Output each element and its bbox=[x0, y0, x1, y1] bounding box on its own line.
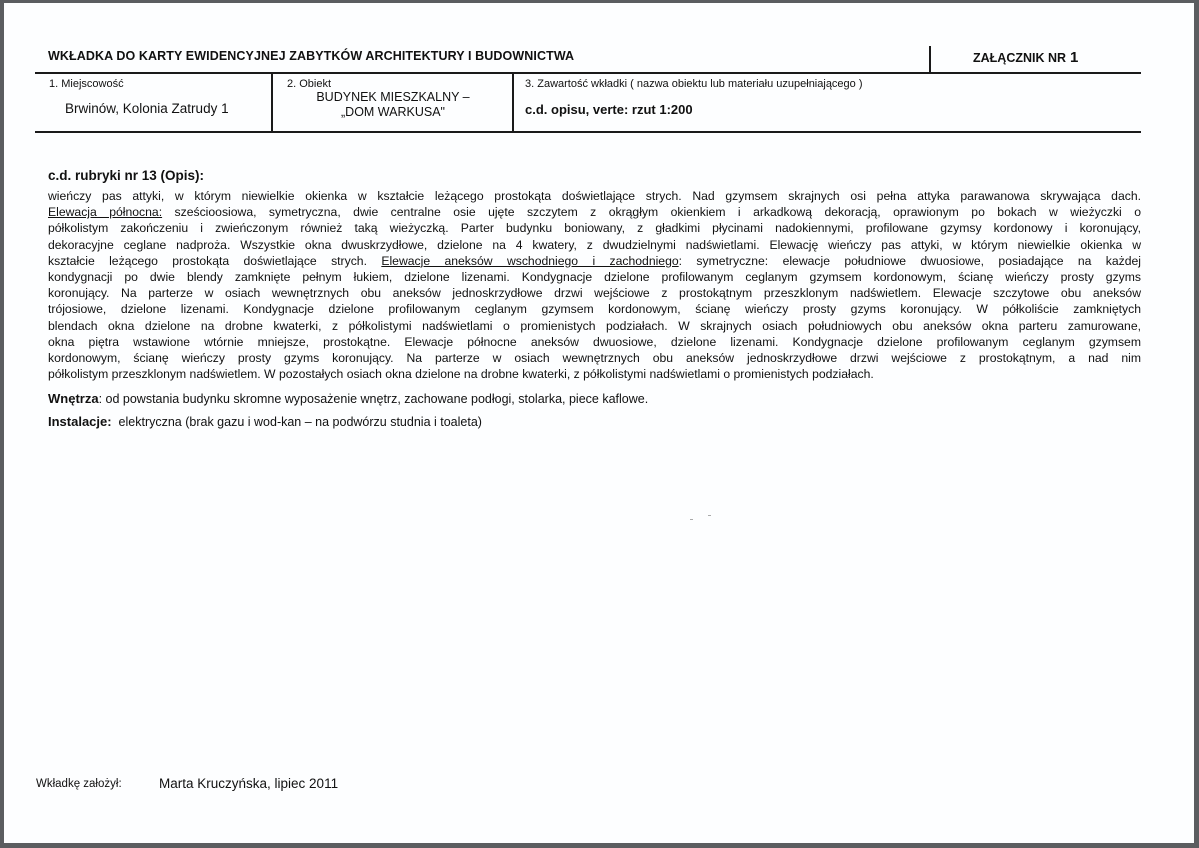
description-line: koronujący. Na parterze w osiach wewnętrznych obu aneksów jednoskrzydłowe drzwi wejściowe z prostokątnym przeszklonym nadświetlem. Elewacje szczytowe obu aneksów bbox=[48, 286, 1141, 301]
annex-elevations-heading: Elewacje aneksów wschodniego i zachodniego bbox=[381, 253, 679, 268]
description-line: wieńczy pas attyki, w którym niewielkie okienka w kształcie leżącego prostokąta doświetlające strych. Nad gzymsem skrajnych osi pełna attyka parawanowa skrywająca dach. bbox=[48, 189, 1141, 203]
scan-speck bbox=[690, 519, 693, 520]
field-divider-2 bbox=[512, 73, 514, 132]
object-value-line2: „DOM WARKUSA" bbox=[341, 105, 445, 119]
description-heading: c.d. rubryki nr 13 (Opis): bbox=[48, 168, 205, 183]
annex-label bbox=[973, 49, 1078, 66]
installations-text: elektryczna (brak gazu i wod-kan – na podwórzu studnia i toaleta) bbox=[111, 415, 482, 429]
annex-number: 1 bbox=[1070, 49, 1079, 66]
created-by-label: Wkładkę założył: bbox=[36, 778, 122, 790]
north-elevation-heading: Elewacja północna: bbox=[48, 205, 163, 220]
object-label: 2. Obiekt bbox=[287, 78, 332, 90]
description-line: kondygnacji po dwie blendy zamknięte pełnym łukiem, dzielone lizenami. Kondygnacje dzielone profilowanym ceglanym gzymsem kordonowym, ścianę wieńczy prosty gzyms bbox=[48, 270, 1141, 285]
description-line: trójosiowe, dzielone lizenami. Kondygnacje dzielone profilowanym ceglanym gzymsem kordonowym, ścianę wieńczy prosty gzyms koronujący. W półkoliście zamkniętych bbox=[48, 302, 1141, 317]
document-title: WKŁADKA DO KARTY EWIDENCYJNEJ ZABYTKÓW ARCHITEKTURY I BUDOWNICTWA bbox=[48, 49, 575, 63]
description-line: półkolistym przeszklonym nadświetlem. W pozostałych osiach okna dzielone na drobne kwaterki, z półkolistymi nadświetlami o promienistych podziałach. bbox=[48, 367, 874, 382]
insert-content-value: c.d. opisu, verte: rzut 1:200 bbox=[525, 102, 693, 117]
interiors-paragraph bbox=[48, 391, 648, 406]
description-line: półkolistym zakończeniu i zwieńczonym również taką wieżyczką. Parter budynku boniowany, z gładkimi płycinami nadokiennymi, profilowane gzymsy kordonowy i koronujący, bbox=[48, 221, 1141, 236]
description-line: dekoracyjne ceglane nadproża. Wszystkie okna dwuskrzydłowe, dzielone na 4 kwatery, z dwudzielnymi nadświetlami. Elewację wieńczy pas attyki, w którym niewielkie okienka w bbox=[48, 237, 1141, 252]
object-value-line1: BUDYNEK MIESZKALNY – bbox=[316, 90, 470, 104]
installations-label: Instalacje: bbox=[48, 414, 112, 429]
locality-value: Brwinów, Kolonia Zatrudy 1 bbox=[65, 101, 229, 116]
interiors-label: Wnętrza bbox=[48, 391, 99, 406]
description-line: blendach okna dzielone na drobne kwaterki, z półkolistymi nadświetlami o promienistych podziałach. W skrajnych osiach południowych obu aneksów okna parteru zamurowane, bbox=[48, 318, 1141, 333]
insert-content-label: 3. Zawartość wkładki ( nazwa obiektu lub materiału uzupełniającego ) bbox=[525, 78, 863, 90]
description-body bbox=[48, 188, 1141, 382]
installations-paragraph bbox=[48, 414, 482, 429]
document-page bbox=[4, 3, 1194, 843]
description-line: Elewacja północna: sześcioosiowa, symetryczna, dwie centralne osie ujęte szczytem z okrągłym okienkiem i arkadkową dekoracją, oprawionym po bokach w wieżyczki o bbox=[48, 205, 1141, 220]
created-by-value: Marta Kruczyńska, lipiec 2011 bbox=[159, 776, 339, 791]
description-line: okna piętra wstawione wtórnie mniejsze, prostokątne. Elewacje północne aneksów dwuosiowe, dzielone lizenami. Kondygnacje dzielone profilowanym ceglanym gzymsem bbox=[48, 334, 1141, 349]
header-rule-bottom bbox=[35, 131, 1141, 133]
field-divider-1 bbox=[271, 73, 273, 132]
header-rule-top bbox=[35, 72, 1141, 74]
interiors-text: : od powstania budynku skromne wyposażenie wnętrz, zachowane podłogi, stolarka, piece kaflowe. bbox=[98, 392, 649, 406]
description-line: kształcie leżącego prostokąta doświetlające strych. Elewacje aneksów wschodniego i zachodniego: symetryczne: elewacje południowe dwuosiowe, posiadające na każdej bbox=[48, 253, 1142, 268]
scan-speck bbox=[708, 515, 711, 516]
object-value bbox=[274, 90, 512, 120]
header-divider bbox=[929, 46, 931, 73]
locality-label: 1. Miejscowość bbox=[49, 78, 124, 90]
description-line: kordonowym, ścianę wieńczy prosty gzyms koronujący. Na parterze w osiach wewnętrznych obu aneksów jednoskrzydłowe drzwi wejściowe z prostokątnym, a nad nim bbox=[48, 351, 1141, 366]
annex-label-text: ZAŁĄCZNIK NR bbox=[973, 51, 1067, 65]
